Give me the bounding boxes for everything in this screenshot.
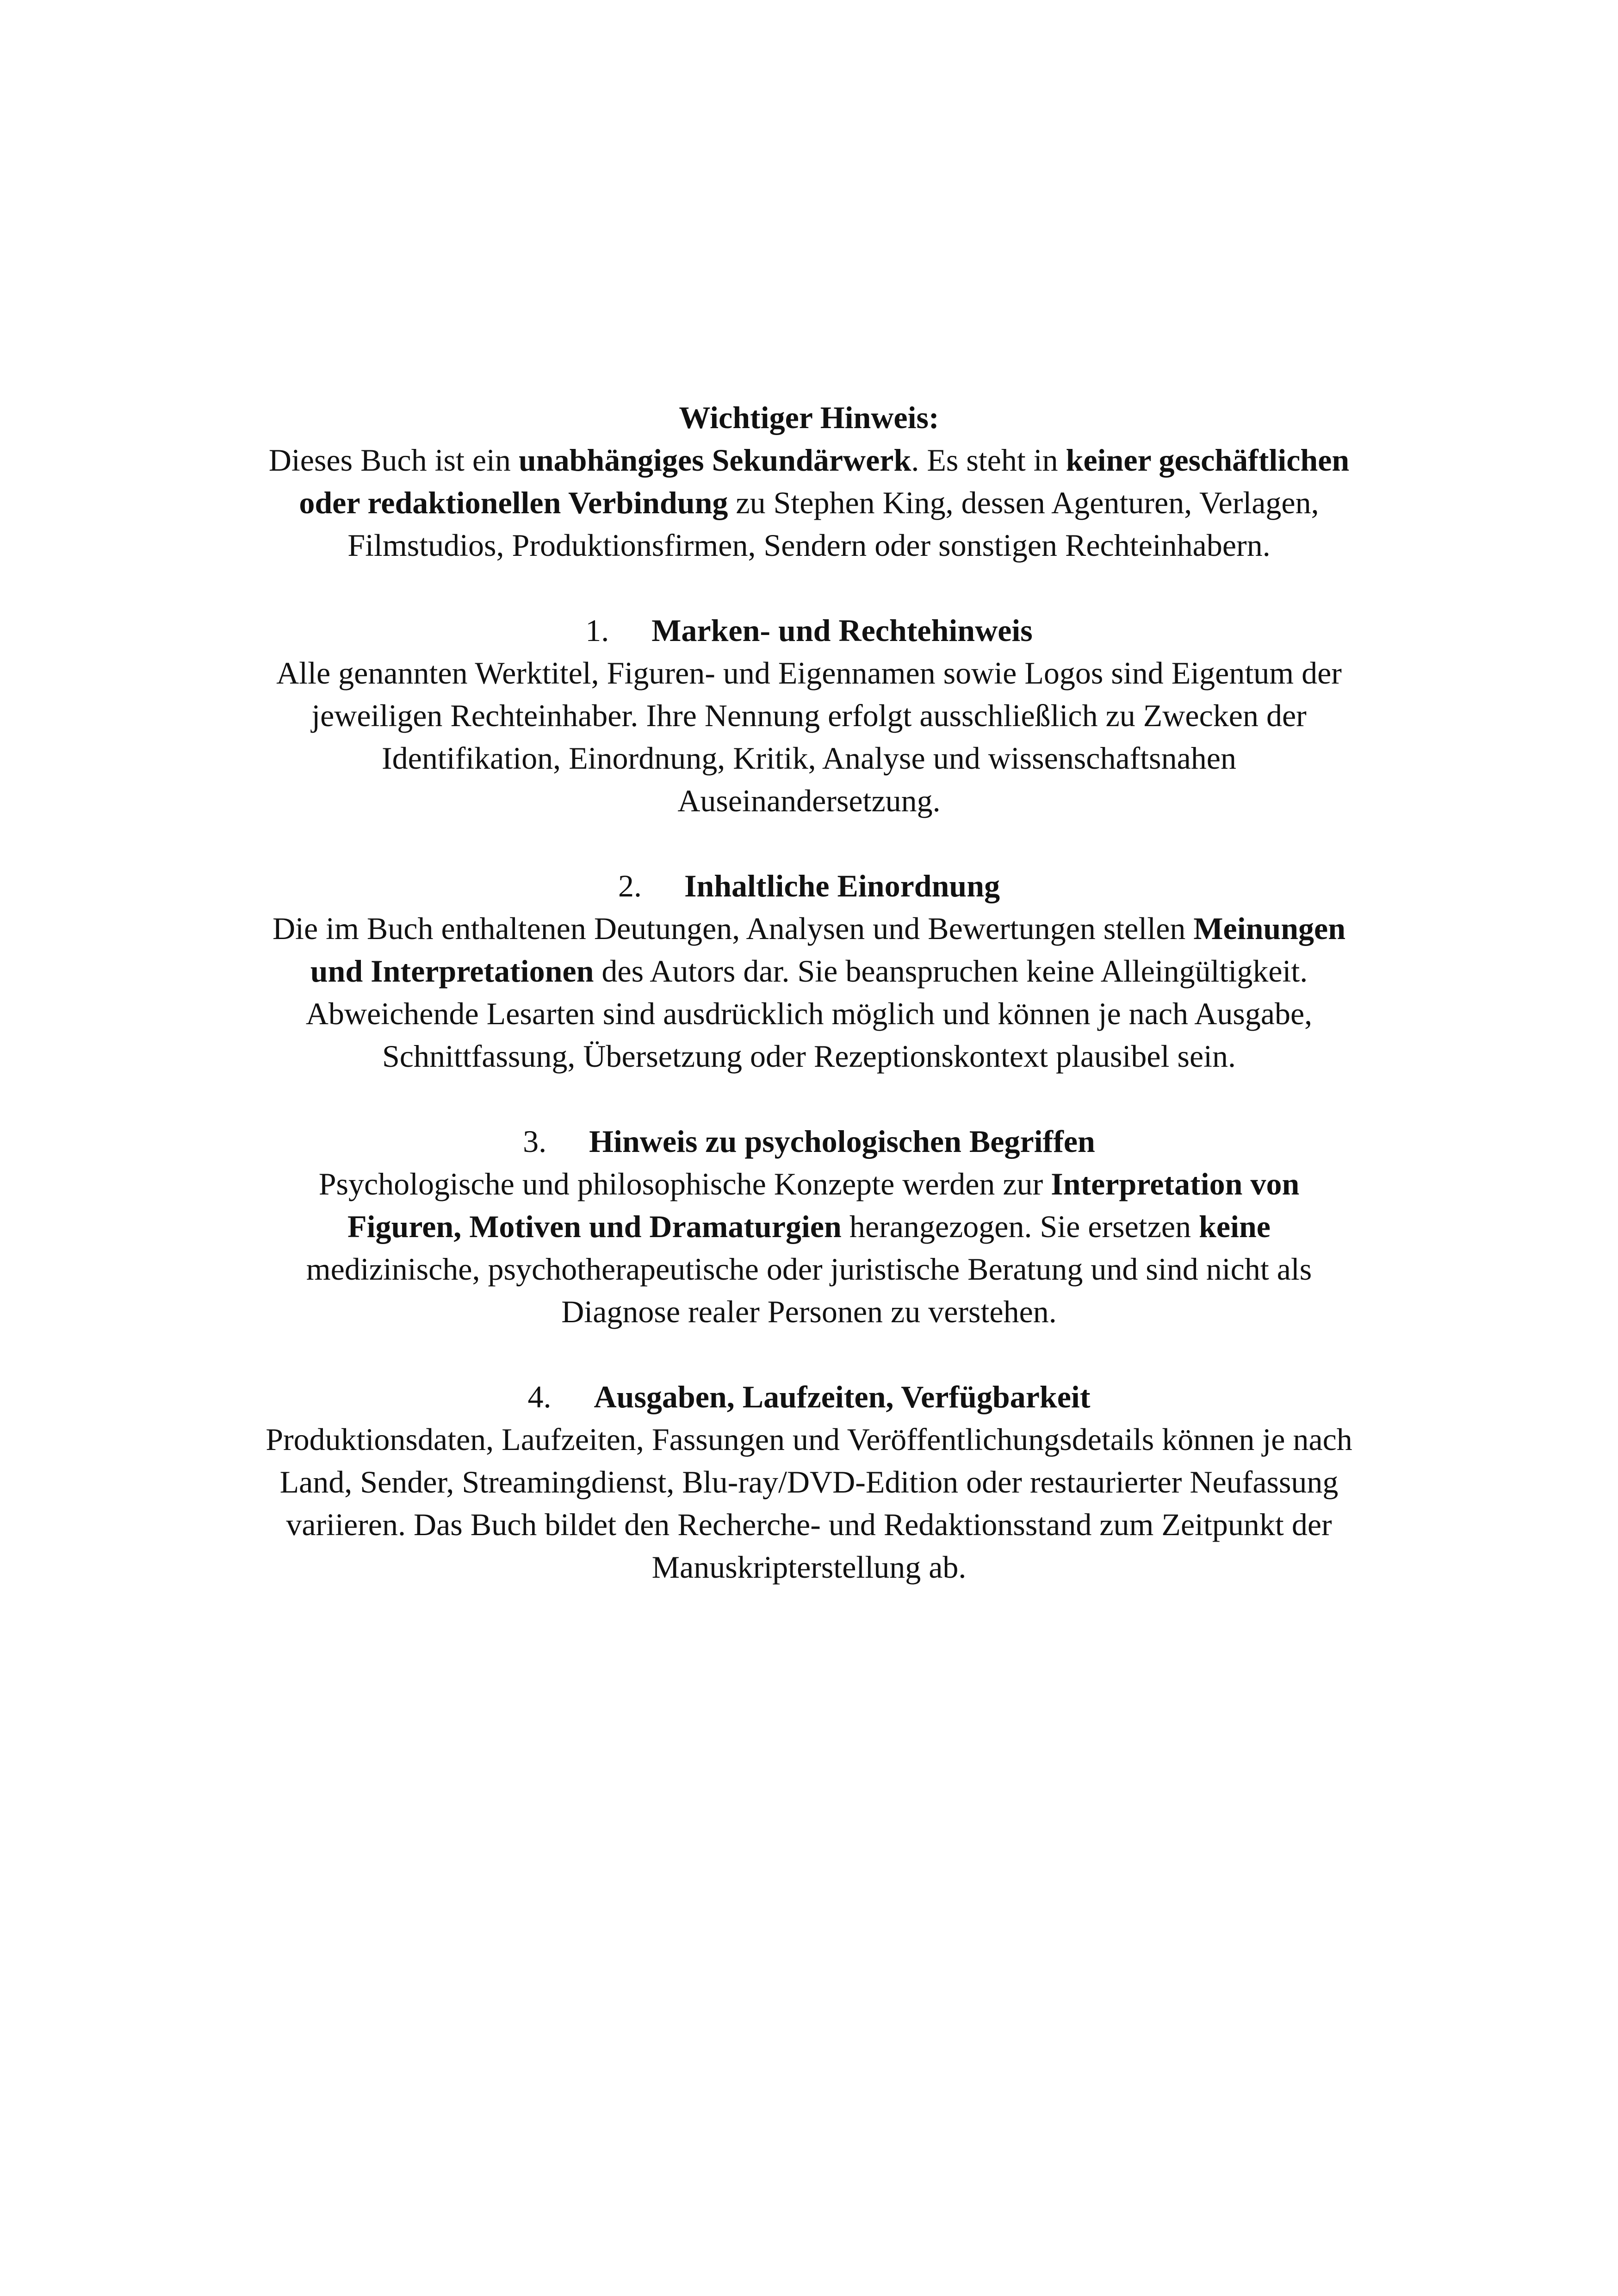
body-run: des Autors dar. Sie beanspruchen keine Alleingültigkeit. Abweichende Lesarten sind ausdrücklich möglich und können je nach Ausgabe, Schnittfassung, Übersetzung oder Rezeptionskontext plausibel sein. <box>305 953 1313 1074</box>
body-run: medizinische, psychotherapeutische oder juristische Beratung und sind nicht als Diagnose realer Personen zu verstehen. <box>306 1251 1312 1329</box>
spacer <box>259 566 1359 609</box>
section-title: Marken- und Rechtehinweis <box>651 613 1033 648</box>
spacer <box>259 822 1359 865</box>
spacer <box>259 1077 1359 1120</box>
section-body <box>259 907 1359 1077</box>
section-body <box>259 1163 1359 1333</box>
notice-block <box>259 396 1359 566</box>
section-heading <box>259 609 1359 652</box>
spacer <box>259 1333 1359 1375</box>
intro-run: Dieses Buch ist ein <box>268 442 519 478</box>
body-run-bold: keine <box>1199 1209 1271 1244</box>
section-2 <box>259 865 1359 1077</box>
notice-content <box>259 396 1359 1588</box>
section-number: 1. <box>585 613 609 648</box>
notice-intro <box>259 439 1359 566</box>
section-body <box>259 652 1359 822</box>
section-1 <box>259 609 1359 822</box>
body-run-bold: Meinungen und Interpretationen <box>310 911 1346 989</box>
intro-run: . Es steht in <box>911 442 1066 478</box>
section-body <box>259 1418 1359 1588</box>
body-run: Alle genannten Werktitel, Figuren- und Eigennamen sowie Logos sind Eigentum der jeweiligen Rechteinhaber. Ihre Nennung erfolgt ausschließlich zu Zwecken der Identifikation, Einordnung, Kritik, Analyse und wissenschaftsnahen Auseinandersetzung. <box>276 655 1342 818</box>
section-3 <box>259 1120 1359 1333</box>
body-run: herangezogen. Sie ersetzen <box>841 1209 1199 1244</box>
intro-run-bold: unabhängiges Sekundärwerk <box>518 442 911 478</box>
section-title: Ausgaben, Laufzeiten, Verfügbarkeit <box>594 1379 1091 1414</box>
section-title: Inhaltliche Einordnung <box>684 868 1000 903</box>
section-heading <box>259 1375 1359 1418</box>
body-run: Die im Buch enthaltenen Deutungen, Analysen und Bewertungen stellen <box>272 911 1194 946</box>
section-number: 3. <box>523 1124 547 1159</box>
body-run: Produktionsdaten, Laufzeiten, Fassungen und Veröffentlichungsdetails können je nach Land, Sender, Streamingdienst, Blu-ray/DVD-Edition oder restaurierter Neufassung variieren. Das Buch bildet den Recherche- und Redaktionsstand zum Zeitpunkt der Manuskripterstellung ab. <box>266 1422 1352 1585</box>
section-heading <box>259 865 1359 907</box>
notice-title: Wichtiger Hinweis: <box>679 400 939 435</box>
body-run-bold: Interpretation von Figuren, Motiven und Dramaturgien <box>347 1166 1300 1244</box>
section-4 <box>259 1375 1359 1588</box>
body-run: Psychologische und philosophische Konzepte werden zur <box>318 1166 1051 1201</box>
intro-run: zu Stephen King, dessen Agenturen, Verlagen, Filmstudios, Produktionsfirmen, Sendern oder sonstigen Rechteinhabern. <box>347 485 1319 563</box>
section-heading <box>259 1120 1359 1163</box>
intro-run-bold: keiner geschäftlichen oder redaktionellen Verbindung <box>299 442 1350 520</box>
section-number: 2. <box>618 868 642 903</box>
section-title: Hinweis zu psychologischen Begriffen <box>589 1124 1095 1159</box>
section-number: 4. <box>527 1379 552 1414</box>
